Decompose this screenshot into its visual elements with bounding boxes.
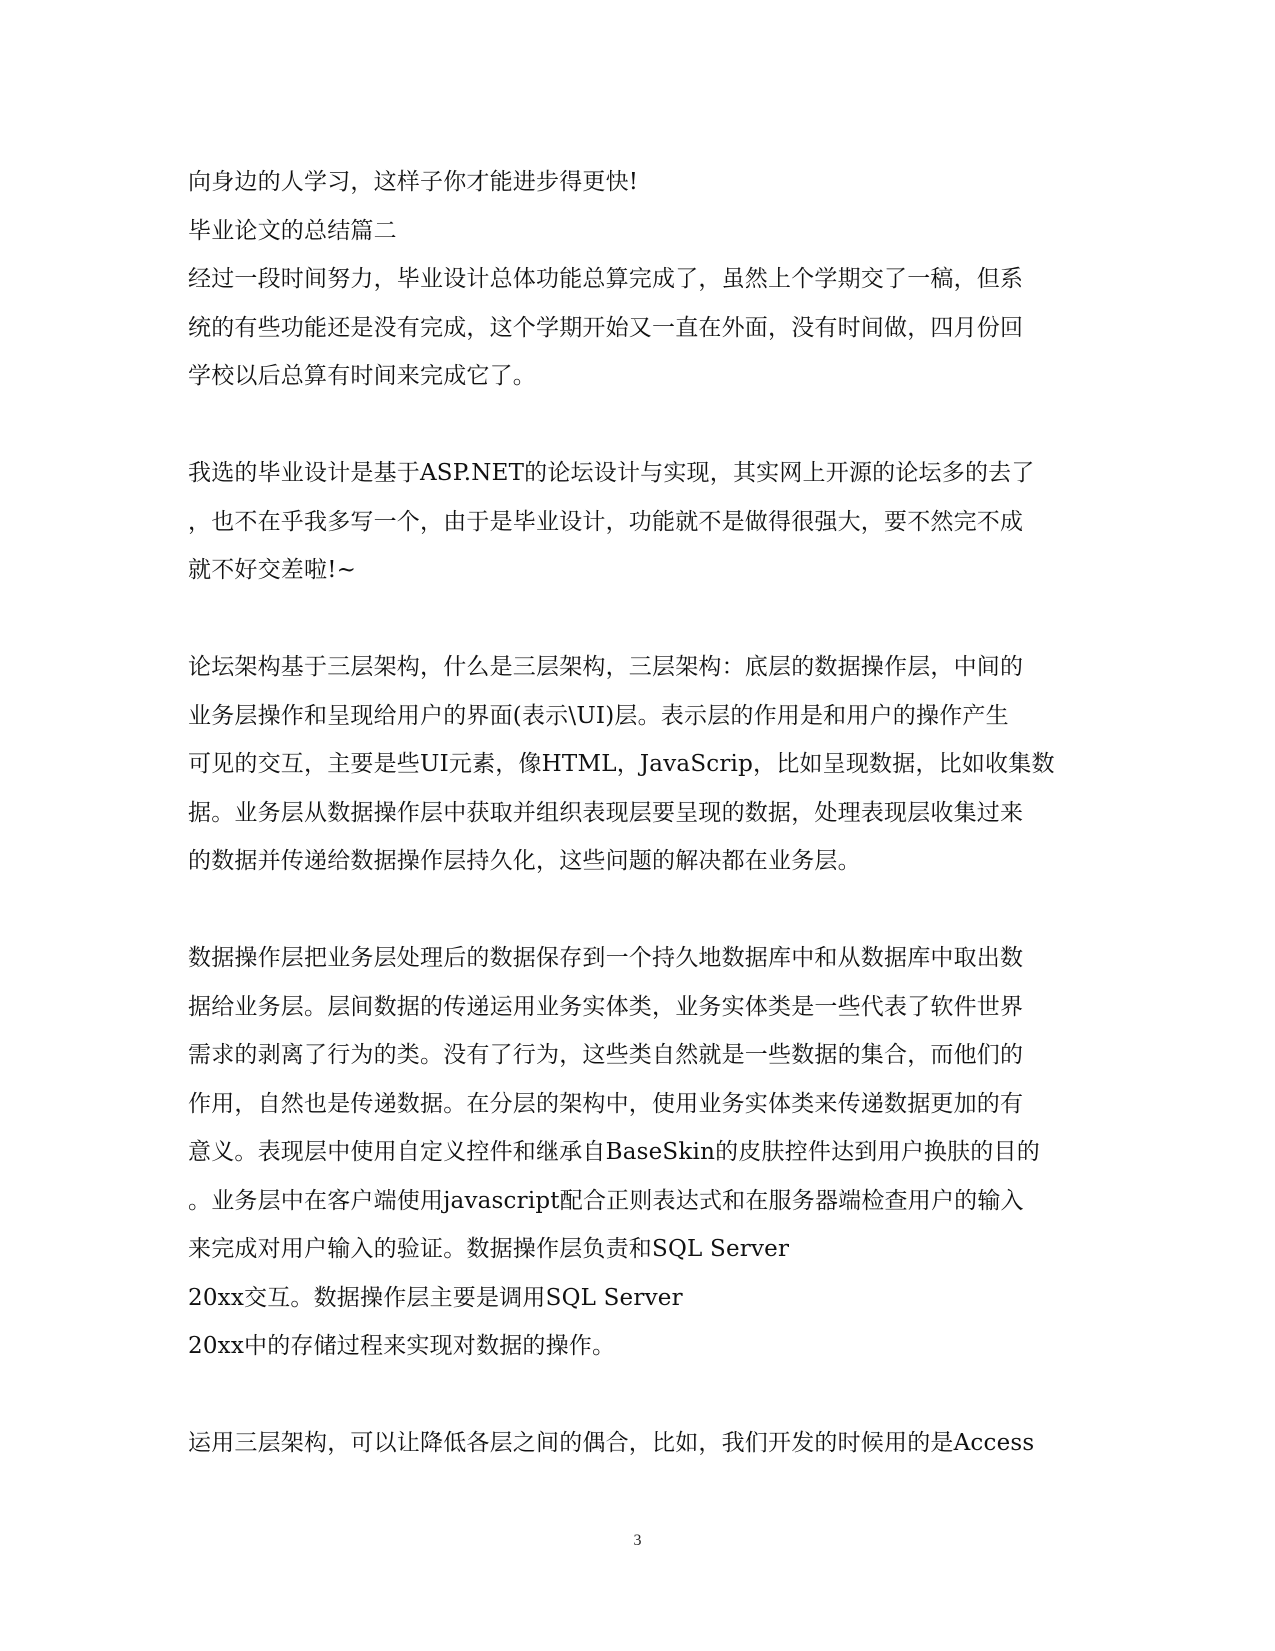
- text-line: 来完成对用户输入的验证。数据操作层负责和SQL Server: [188, 1236, 790, 1262]
- text-line: 学校以后总算有时间来完成它了。: [188, 363, 536, 389]
- section-heading: 毕业论文的总结篇二: [188, 217, 397, 244]
- page-number: 3: [633, 1532, 642, 1549]
- text-line: 意义。表现层中使用自定义控件和继承自BaseSkin的皮肤控件达到用户换肤的目的: [188, 1139, 1040, 1165]
- text-line: 作用，自然也是传递数据。在分层的架构中，使用业务实体类来传递数据更加的有: [188, 1090, 1024, 1117]
- text-line: 20xx中的存储过程来实现对数据的操作。: [188, 1333, 616, 1359]
- paragraph-gap: [188, 595, 1088, 644]
- paragraph-gap: [188, 401, 1088, 450]
- text-line: 。业务层中在客户端使用javascript配合正则表达式和在服务器端检查用户的输入: [188, 1187, 1024, 1214]
- text-line: 数据操作层把业务层处理后的数据保存到一个持久地数据库中和从数据库中取出数: [188, 945, 1024, 971]
- text-line: ，也不在乎我多写一个，由于是毕业设计，功能就不是做得很强大，要不然完不成: [188, 508, 1024, 535]
- text-line: 据。业务层从数据操作层中获取并组织表现层要呈现的数据，处理表现层收集过来: [188, 799, 1024, 826]
- text-line: 的数据并传递给数据操作层持久化，这些问题的解决都在业务层。: [188, 848, 861, 874]
- text-line: 论坛架构基于三层架构，什么是三层架构，三层架构：底层的数据操作层，中间的: [188, 654, 1024, 680]
- text-line: 我选的毕业设计是基于ASP.NET的论坛设计与实现，其实网上开源的论坛多的去了: [188, 460, 1035, 486]
- text-line: 经过一段时间努力，毕业设计总体功能总算完成了，虽然上个学期交了一稿，但系: [188, 266, 1024, 292]
- document-body: [188, 158, 1088, 1468]
- paragraph-gap: [188, 1371, 1088, 1420]
- paragraph-gap: [188, 886, 1088, 935]
- text-line: 20xx交互。数据操作层主要是调用SQL Server: [188, 1284, 683, 1311]
- text-line: 业务层操作和呈现给用户的界面(表示\UI)层。表示层的作用是和用户的操作产生: [188, 702, 1009, 729]
- text-line: 运用三层架构，可以让降低各层之间的偶合，比如，我们开发的时候用的是Access: [188, 1430, 1035, 1456]
- text-line: 可见的交互，主要是些UI元素，像HTML，JavaScrip，比如呈现数据，比如收集数: [188, 751, 1055, 777]
- text-line: 统的有些功能还是没有完成，这个学期开始又一直在外面，没有时间做，四月份回: [188, 314, 1024, 341]
- text-line: 需求的剥离了行为的类。没有了行为，这些类自然就是一些数据的集合，而他们的: [188, 1042, 1024, 1068]
- text-line: 就不好交差啦!~: [188, 557, 357, 583]
- text-line: 据给业务层。层间数据的传递运用业务实体类，业务实体类是一些代表了软件世界: [188, 993, 1024, 1020]
- text-line: 向身边的人学习，这样子你才能进步得更快!: [188, 169, 639, 195]
